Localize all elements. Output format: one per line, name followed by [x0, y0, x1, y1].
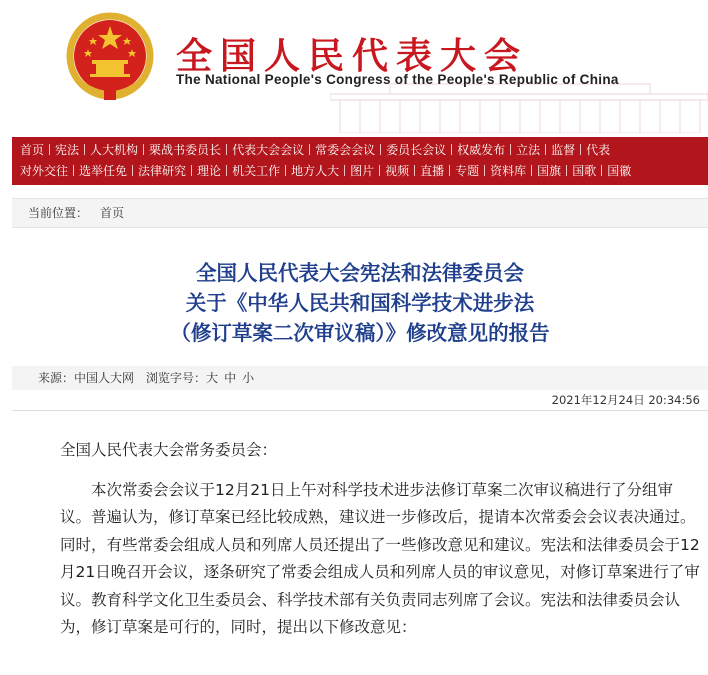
nav-item-topics[interactable]: 专题 — [455, 164, 480, 178]
nav-item-constitution[interactable]: 宪法 — [55, 143, 80, 157]
nav-divider — [545, 144, 546, 155]
font-size-large-button[interactable]: 大 — [206, 371, 219, 385]
source-label: 来源： — [38, 371, 75, 385]
nav-divider — [451, 144, 452, 155]
nav-divider — [566, 165, 567, 176]
font-size-label: 浏览字号： — [146, 371, 207, 385]
nav-divider — [143, 144, 144, 155]
nav-row-1 — [20, 140, 708, 161]
nav-item-national-flag[interactable]: 国旗 — [537, 164, 562, 178]
nav-divider — [531, 165, 532, 176]
nav-divider — [580, 144, 581, 155]
nav-divider — [601, 165, 602, 176]
nav-item-legal-research[interactable]: 法律研究 — [138, 164, 187, 178]
main-nav — [12, 137, 708, 185]
nav-divider — [344, 165, 345, 176]
nav-divider — [226, 165, 227, 176]
nav-divider — [49, 144, 50, 155]
nav-divider — [285, 165, 286, 176]
nav-row-2 — [20, 161, 708, 182]
nav-item-legislation[interactable]: 立法 — [516, 143, 541, 157]
nav-divider — [380, 144, 381, 155]
nav-item-theory[interactable]: 理论 — [197, 164, 222, 178]
nav-divider — [510, 144, 511, 155]
nav-item-live[interactable]: 直播 — [420, 164, 445, 178]
nav-item-elections-appointments[interactable]: 选举任免 — [79, 164, 128, 178]
nav-divider — [414, 165, 415, 176]
nav-item-national-emblem[interactable]: 国徽 — [607, 164, 632, 178]
nav-item-pictures[interactable]: 图片 — [350, 164, 375, 178]
nav-item-videos[interactable]: 视频 — [385, 164, 410, 178]
article-title-line-1: 全国人民代表大会宪法和法律委员会 — [196, 261, 524, 285]
nav-item-standing-committee-sessions[interactable]: 常委会会议 — [315, 143, 376, 157]
article-title-line-3: （修订草案二次审议稿）》修改意见的报告 — [170, 321, 550, 345]
nav-divider — [84, 144, 85, 155]
publish-datetime: 2021年12月24日 20:34:56 — [551, 393, 700, 407]
font-size-medium-button[interactable]: 中 — [224, 371, 237, 385]
nav-divider — [191, 165, 192, 176]
breadcrumb-home-link[interactable]: 首页 — [100, 206, 125, 220]
nav-item-official-releases[interactable]: 权威发布 — [457, 143, 506, 157]
nav-item-office-work[interactable]: 机关工作 — [232, 164, 281, 178]
article-meta — [12, 366, 708, 390]
article-body — [60, 437, 700, 642]
font-size-small-button[interactable]: 小 — [242, 371, 255, 385]
nav-item-foreign-affairs[interactable]: 对外交往 — [20, 164, 69, 178]
nav-item-congress-sessions[interactable]: 代表大会会议 — [232, 143, 305, 157]
site-header — [0, 0, 708, 133]
nav-divider — [484, 165, 485, 176]
nav-item-database[interactable]: 资料库 — [490, 164, 527, 178]
nav-divider — [73, 165, 74, 176]
nav-item-chairman[interactable]: 栗战书委员长 — [149, 143, 222, 157]
nav-item-national-anthem[interactable]: 国歌 — [572, 164, 597, 178]
nav-item-home[interactable]: 首页 — [20, 143, 45, 157]
divider — [12, 410, 708, 411]
nav-divider — [132, 165, 133, 176]
site-title: 全国人民代表大会 — [176, 35, 529, 77]
nav-divider — [309, 144, 310, 155]
nav-divider — [449, 165, 450, 176]
article-title-line-2: 关于《中华人民共和国科学技术进步法 — [185, 291, 535, 315]
source-value: 中国人大网 — [74, 371, 135, 385]
nav-item-chairmen-council[interactable]: 委员长会议 — [386, 143, 447, 157]
article-title — [12, 258, 708, 348]
nav-item-local-congresses[interactable]: 地方人大 — [291, 164, 340, 178]
nav-item-supervision[interactable]: 监督 — [551, 143, 576, 157]
national-emblem-logo — [60, 10, 160, 105]
nav-item-npc-organs[interactable]: 人大机构 — [90, 143, 139, 157]
breadcrumb — [12, 198, 708, 228]
site-subtitle: The National People's Congress of the People's Republic of China — [176, 72, 619, 87]
body-paragraph: 本次常委会会议于12月21日上午对科学技术进步法修订草案二次审议稿进行了分组审议。普遍认为，修订草案已经比较成熟，建议进一步修改后，提请本次常委会会议表决通过。同时，有些常委会组成人员和列席人员还提出了一些修改意见和建议。宪法和法律委员会于12月21日晚召开会议，逐条研究了常委会组成人员和列席人员的审议意见，对修订草案进行了审议。教育科学文化卫生委员会、科学技术部有关负责同志列席了会议。宪法和法律委员会认为，修订草案是可行的，同时，提出以下修改意见： — [60, 480, 700, 636]
salutation: 全国人民代表大会常务委员会： — [60, 441, 278, 459]
breadcrumb-label: 当前位置： — [28, 206, 89, 220]
nav-divider — [226, 144, 227, 155]
nav-item-deputies[interactable]: 代表 — [586, 143, 611, 157]
nav-divider — [379, 165, 380, 176]
